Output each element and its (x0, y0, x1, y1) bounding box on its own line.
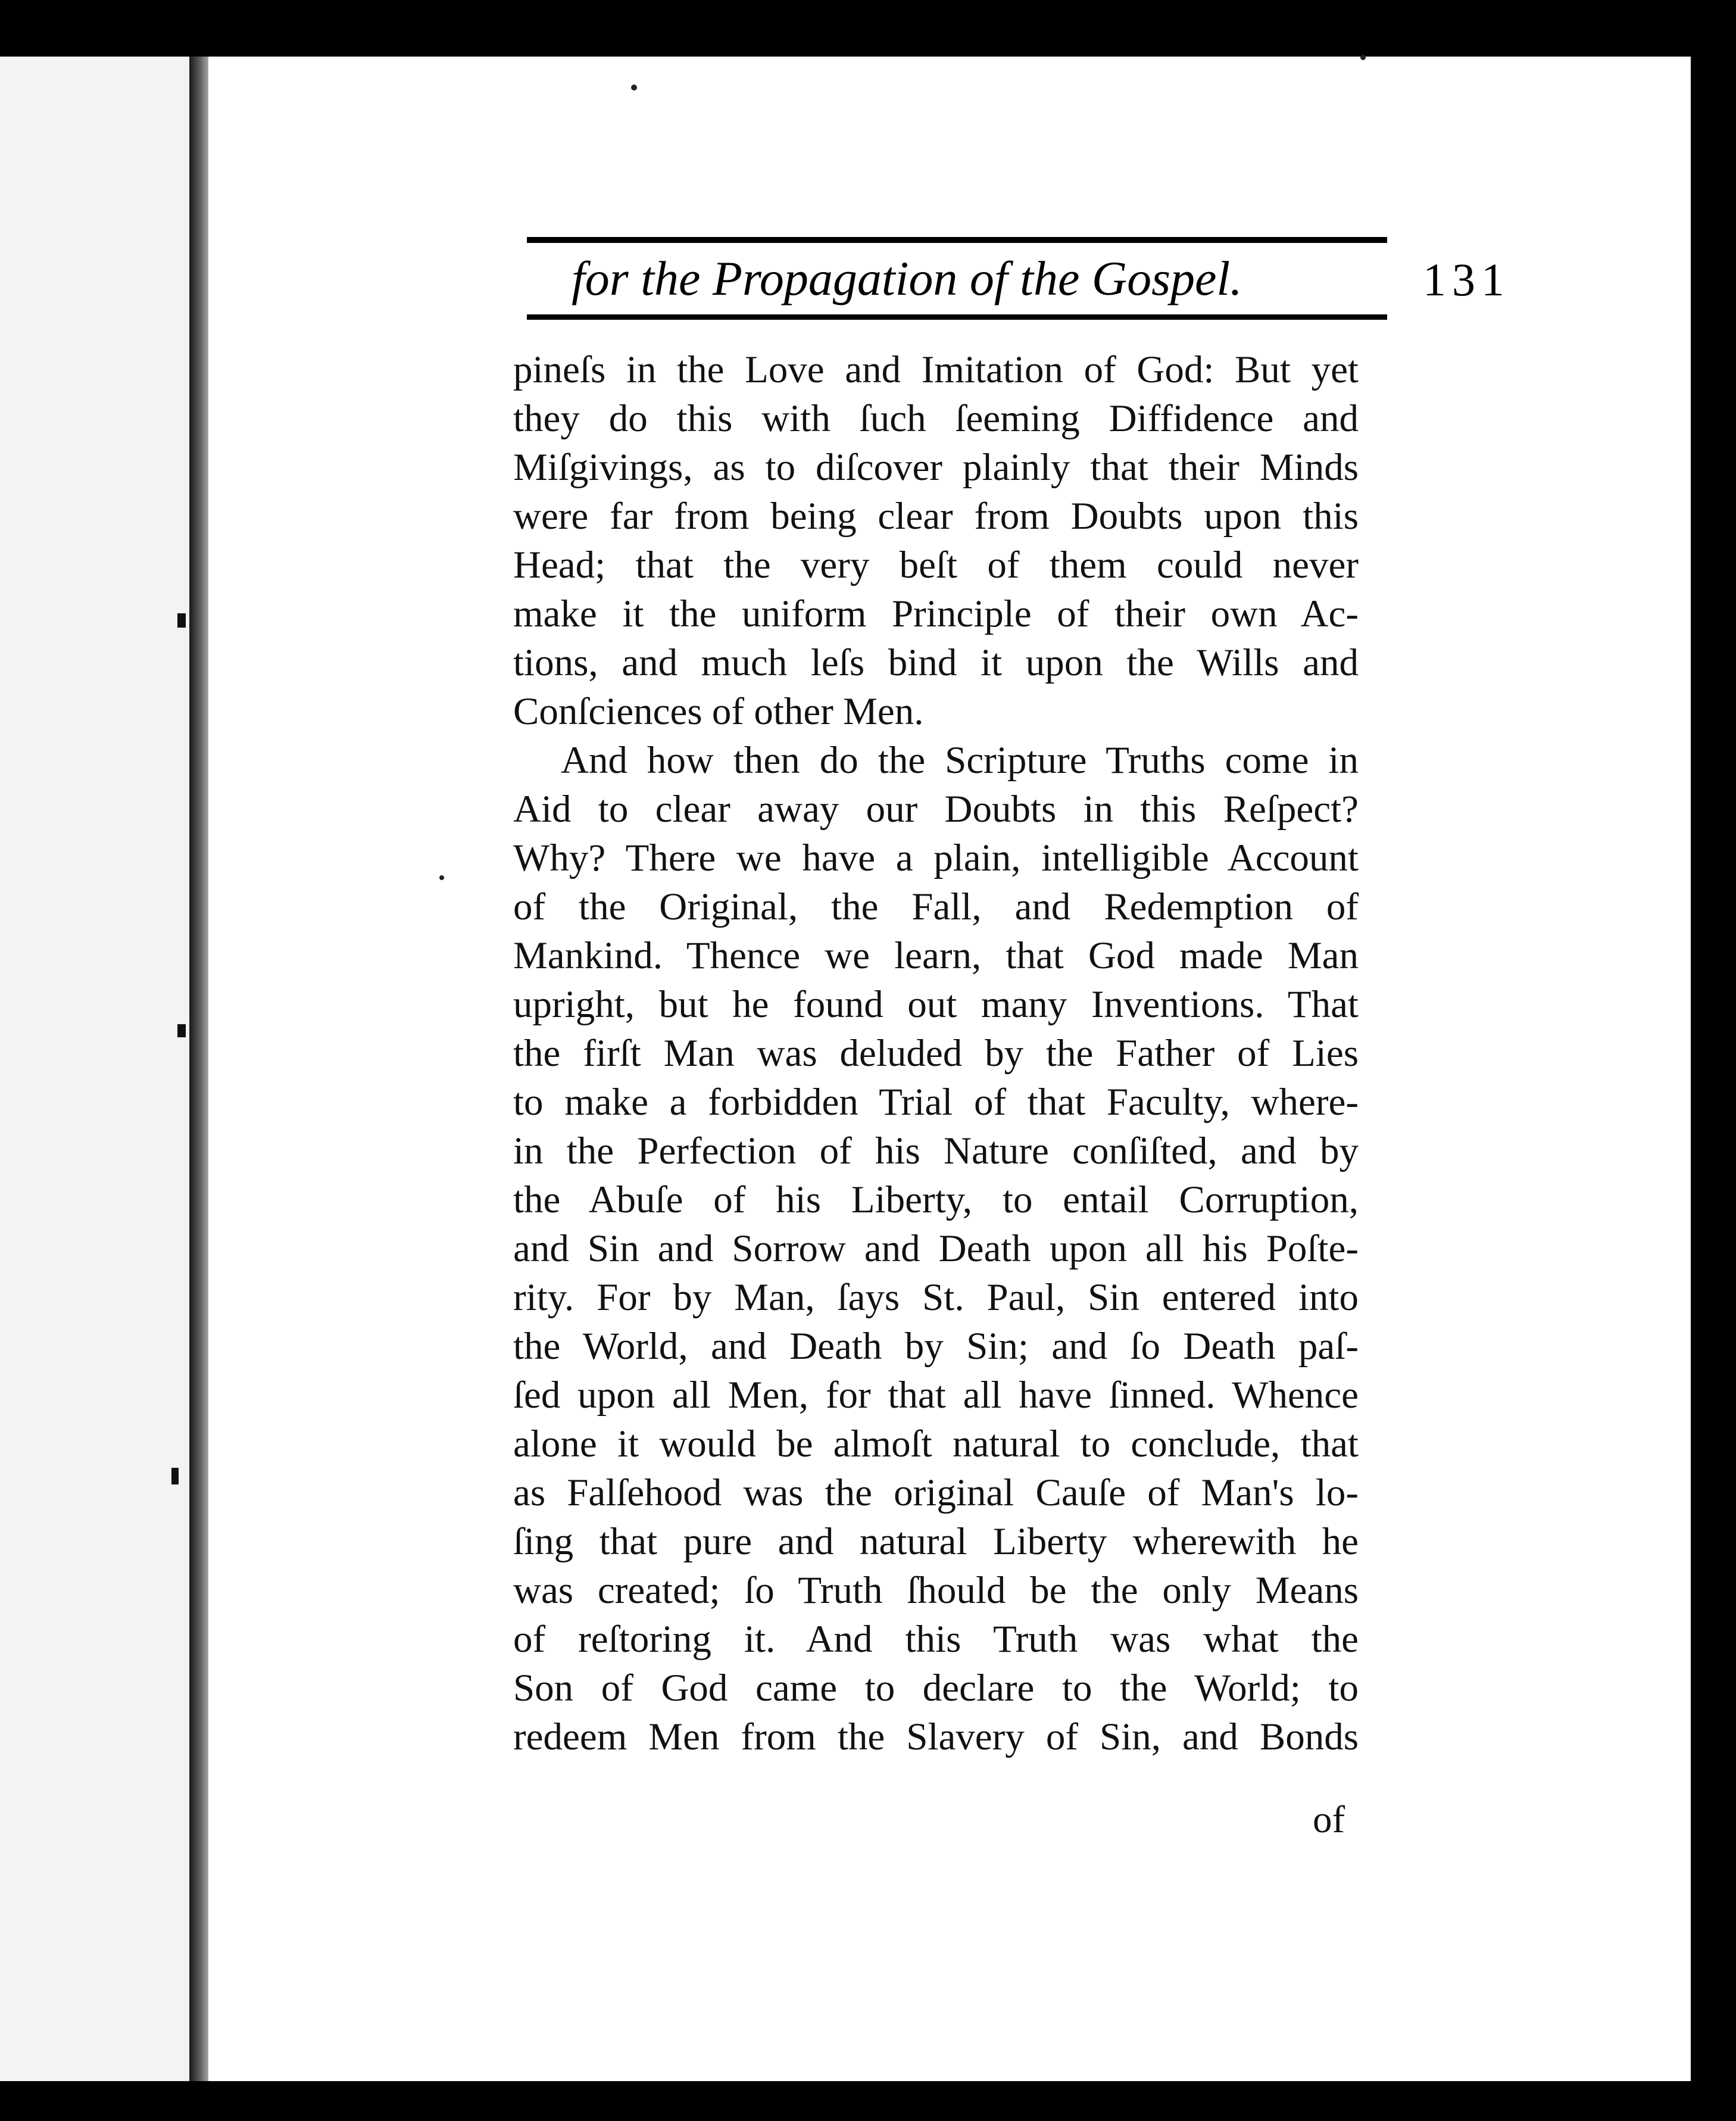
facing-page-edge (0, 57, 189, 2081)
catchword: of (1313, 1798, 1345, 1841)
ink-speck (439, 875, 444, 880)
text-line: pineſs in the Love and Imitation of God: But yet (513, 348, 1359, 391)
text-line: tions, and much leſs bind it upon the Wills and (513, 641, 1359, 684)
ink-speck (631, 85, 637, 91)
margin-mark (177, 1024, 186, 1037)
text-line: ſing that pure and natural Liberty wherewith he (513, 1520, 1359, 1563)
text-line: the World, and Death by Sin; and ſo Death paſ- (513, 1325, 1359, 1368)
text-line: to make a forbidden Trial of that Faculty, where- (513, 1081, 1359, 1124)
scan-border-bottom (0, 2081, 1736, 2121)
text-line: Son of God came to declare to the World; to (513, 1667, 1359, 1710)
scan-border-top (0, 0, 1736, 57)
text-line: upright, but he found out many Inventions. That (513, 983, 1359, 1026)
text-line: were far from being clear from Doubts upon this (513, 495, 1359, 538)
running-head-title: for the Propagation of the Gospel. (572, 251, 1242, 305)
text-line: of the Original, the Fall, and Redemption of (513, 885, 1359, 928)
text-line: as Falſehood was the original Cauſe of Man's lo- (513, 1471, 1359, 1514)
text-line: Miſgivings, as to diſcover plainly that their Minds (513, 446, 1359, 489)
text-line: rity. For by Man, ſays St. Paul, Sin entered into (513, 1276, 1359, 1319)
text-line: the firſt Man was deluded by the Father of Lies (513, 1032, 1359, 1075)
text-line: ſed upon all Men, for that all have ſinned. Whence (513, 1374, 1359, 1417)
text-line: Head; that the very beſt of them could never (513, 544, 1359, 587)
ink-speck (1360, 55, 1366, 60)
text-line: Why? There we have a plain, intelligible Account (513, 837, 1359, 879)
text-line: was created; ſo Truth ſhould be the only Means (513, 1569, 1359, 1612)
text-line: and Sin and Sorrow and Death upon all his Poſte- (513, 1227, 1359, 1270)
text-line: they do this with ſuch ſeeming Diffidence and (513, 397, 1359, 440)
text-line: the Abuſe of his Liberty, to entail Corruption, (513, 1178, 1359, 1221)
text-line: Conſciences of other Men. (513, 690, 924, 733)
body-text (513, 345, 1359, 1761)
head-rule-bottom (527, 314, 1387, 320)
text-line: Mankind. Thence we learn, that God made Man (513, 934, 1359, 977)
scan-border-right (1691, 0, 1736, 2121)
text-line: Aid to clear away our Doubts in this Reſpect? (513, 788, 1359, 831)
text-line: in the Perfection of his Nature conſiſted, and by (513, 1130, 1359, 1172)
text-line: And how then do the Scripture Truths come in (561, 739, 1359, 782)
head-rule-top (527, 237, 1387, 243)
text-line: alone it would be almoſt natural to conclude, that (513, 1423, 1359, 1465)
page-number: 131 (1423, 254, 1510, 305)
text-line: make it the uniform Principle of their own Ac- (513, 592, 1359, 635)
margin-mark (177, 613, 186, 628)
text-line: of reſtoring it. And this Truth was what the (513, 1618, 1359, 1661)
text-line: redeem Men from the Slavery of Sin, and Bonds (513, 1715, 1359, 1758)
margin-mark (171, 1468, 179, 1484)
